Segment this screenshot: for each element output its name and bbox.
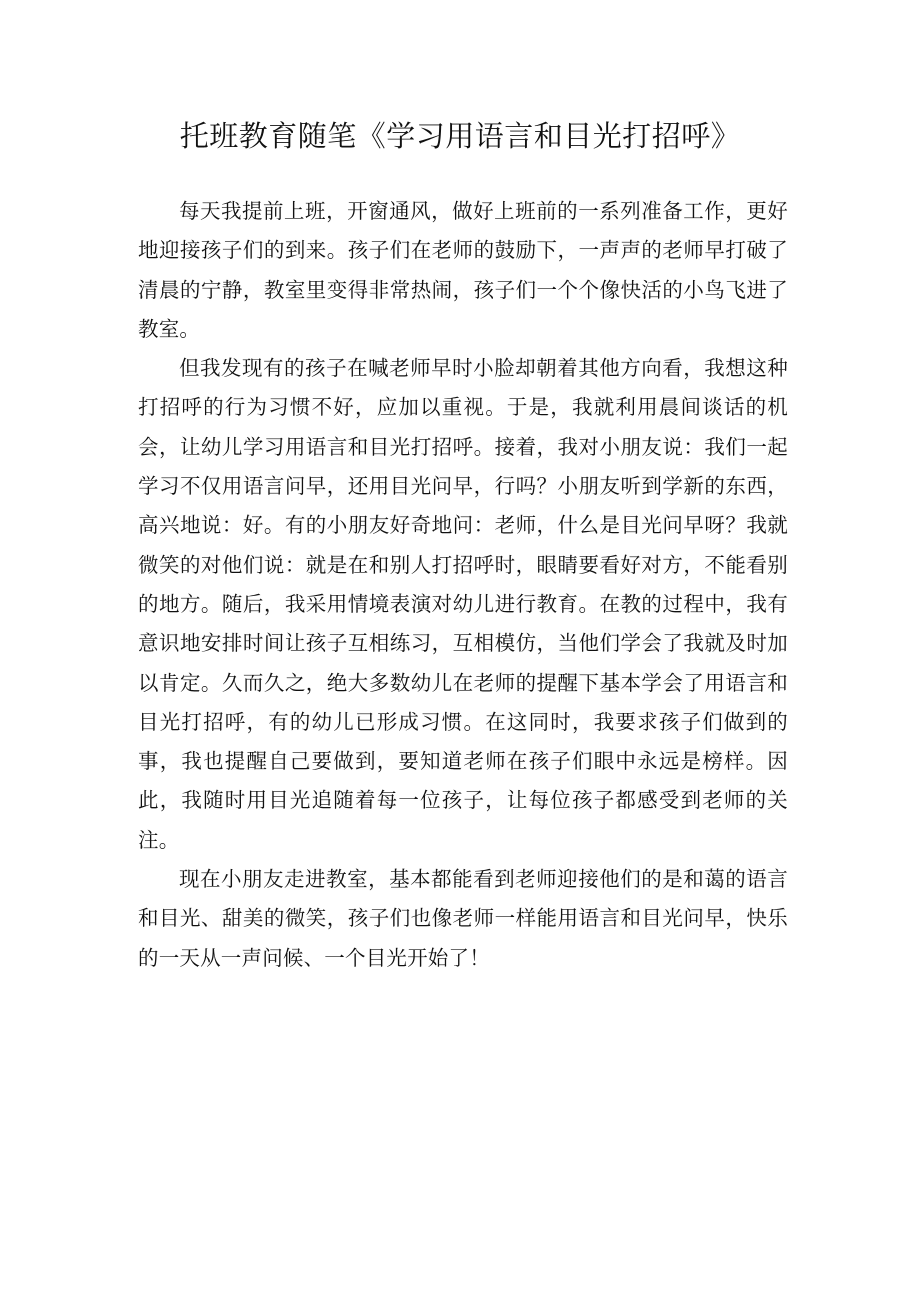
document-body	[138, 192, 788, 978]
paragraph-2: 但我发现有的孩子在喊老师早时小脸却朝着其他方向看，我想这种打招呼的行为习惯不好，应加以重视。于是，我就利用晨间谈话的机会，让幼儿学习用语言和目光打招呼。接着，我对小朋友说：我们一起学习不仅用语言问早，还用目光问早，行吗？小朋友听到学新的东西，高兴地说：好。有的小朋友好奇地问：老师，什么是目光问早呀？我就微笑的对他们说：就是在和别人打招呼时，眼睛要看好对方，不能看别的地方。随后，我采用情境表演对幼儿进行教育。在教的过程中，我有意识地安排时间让孩子互相练习，互相模仿，当他们学会了我就及时加以肯定。久而久之，绝大多数幼儿在老师的提醒下基本学会了用语言和目光打招呼，有的幼儿已形成习惯。在这同时，我要求孩子们做到的事，我也提醒自己要做到，要知道老师在孩子们眼中永远是榜样。因此，我随时用目光追随着每一位孩子，让每位孩子都感受到老师的关注。	[138, 356, 788, 852]
paragraph-3: 现在小朋友走进教室，基本都能看到老师迎接他们的是和蔼的语言和目光、甜美的微笑，孩子们也像老师一样能用语言和目光问早，快乐的一天从一声问候、一个目光开始了！	[138, 867, 788, 970]
document-title: 托班教育随笔《学习用语言和目光打招呼》	[179, 119, 741, 153]
paragraph-1: 每天我提前上班，开窗通风，做好上班前的一系列准备工作，更好地迎接孩子们的到来。孩子们在老师的鼓励下，一声声的老师早打破了清晨的宁静，教室里变得非常热闹，孩子们一个个像快活的小鸟飞进了教室。	[138, 199, 788, 341]
